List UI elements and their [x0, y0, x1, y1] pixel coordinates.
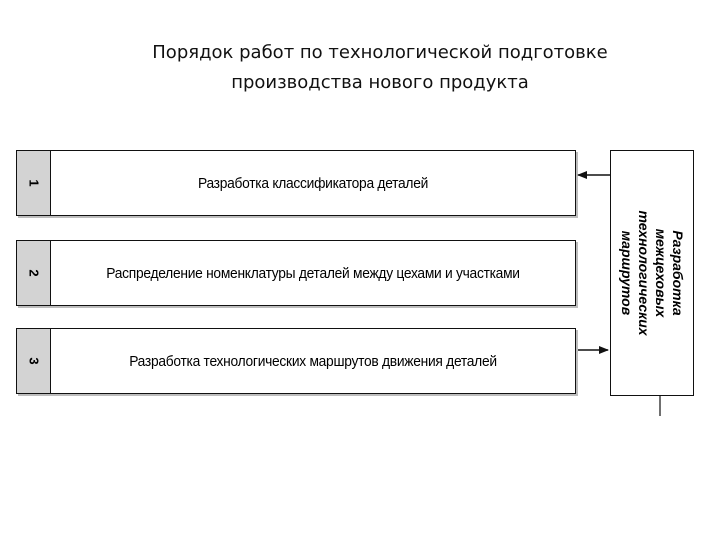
step-3-label: Разработка технологических маршрутов движения деталей	[129, 352, 497, 370]
side-line-1: Разработка	[670, 230, 686, 316]
step-2-number: 2	[26, 269, 41, 277]
inter-shop-routes-box	[610, 150, 694, 396]
title-line-1: Порядок работ по технологической подготовке	[152, 42, 608, 63]
side-line-3: технологических	[636, 210, 652, 336]
step-1-label: Разработка классификатора деталей	[197, 174, 429, 192]
step-2-label: Распределение номенклатуры деталей между цехами и участками	[106, 264, 520, 282]
step-1-number-cell	[17, 151, 51, 215]
step-3-box	[16, 328, 576, 394]
step-1-number: 1	[26, 179, 41, 187]
step-2-box	[16, 240, 576, 306]
side-line-4: маршрутов	[619, 230, 635, 316]
page-title	[60, 38, 700, 98]
side-line-2: межцеховых	[653, 228, 669, 318]
step-1-box	[16, 150, 576, 216]
step-2-number-cell	[17, 241, 51, 305]
step-3-number: 3	[26, 357, 41, 365]
title-line-2: производства нового продукта	[231, 72, 529, 93]
inter-shop-routes-label	[618, 153, 686, 393]
step-3-number-cell	[17, 329, 51, 393]
